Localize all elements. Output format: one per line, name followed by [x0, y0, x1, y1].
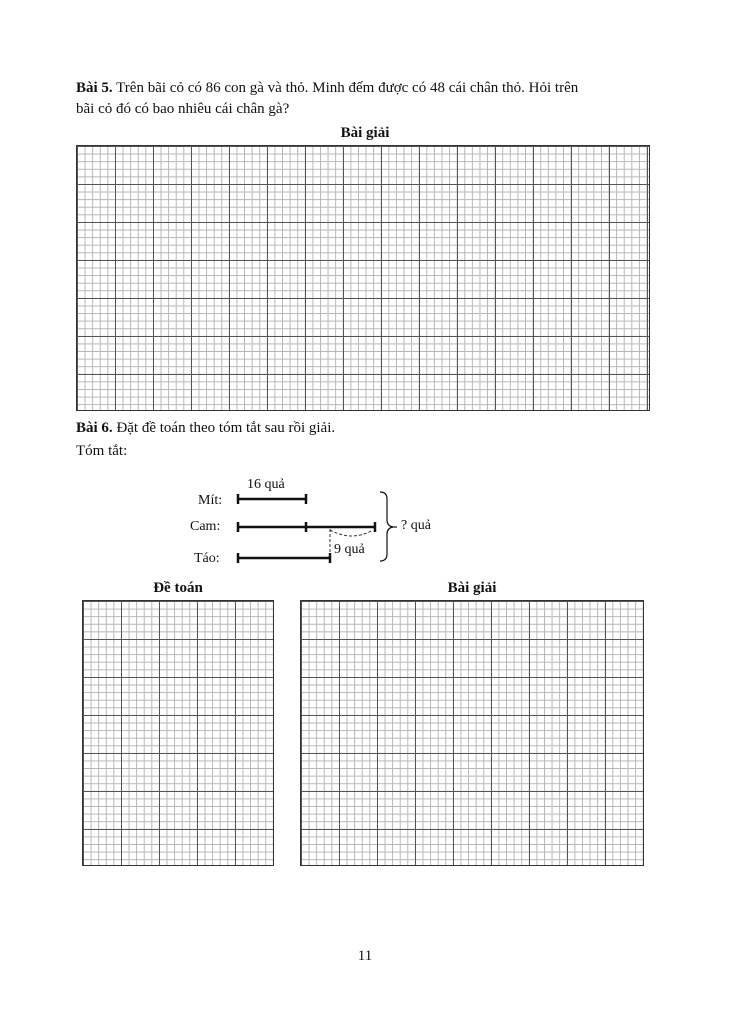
- bai6-solution-heading: Bài giải: [447, 580, 497, 596]
- bai5-solution-heading: Bài giải: [340, 125, 390, 141]
- bai6-label: Bài 6.: [76, 420, 113, 436]
- tao-bar: [238, 553, 330, 563]
- cam-bar: [238, 522, 375, 532]
- total-brace: [380, 492, 393, 561]
- problem-heading: Đề toán: [153, 580, 203, 596]
- top-label: 16 quả: [247, 477, 285, 492]
- bai5-text-line2: bãi cỏ đó có bao nhiêu cái chân gà?: [76, 101, 290, 117]
- tao-label: Táo:: [194, 551, 220, 566]
- bai6-answer-grid[interactable]: [300, 600, 644, 866]
- bai6-line: [76, 418, 335, 438]
- cam-label: Cam:: [190, 519, 221, 534]
- diff-label: 9 quả: [334, 542, 365, 557]
- bai5-label: Bài 5.: [76, 80, 113, 96]
- bai5-text-line1: Trên bãi cỏ có 86 con gà và thỏ. Minh đếm được có 48 cái chân thỏ. Hỏi trên: [116, 80, 579, 96]
- page-number: 11: [357, 948, 373, 964]
- mit-bar: [238, 494, 306, 504]
- mit-label: Mít:: [198, 493, 223, 508]
- bai6-text: Đặt đề toán theo tóm tắt sau rồi giải.: [116, 420, 336, 436]
- problem-grid[interactable]: [82, 600, 274, 866]
- summary-diagram: [180, 472, 460, 572]
- bai5-line1: [76, 78, 578, 98]
- bai5-answer-grid[interactable]: [76, 145, 650, 411]
- total-label: ? quả: [401, 518, 431, 533]
- bai6-summary-label: Tóm tắt:: [76, 443, 128, 459]
